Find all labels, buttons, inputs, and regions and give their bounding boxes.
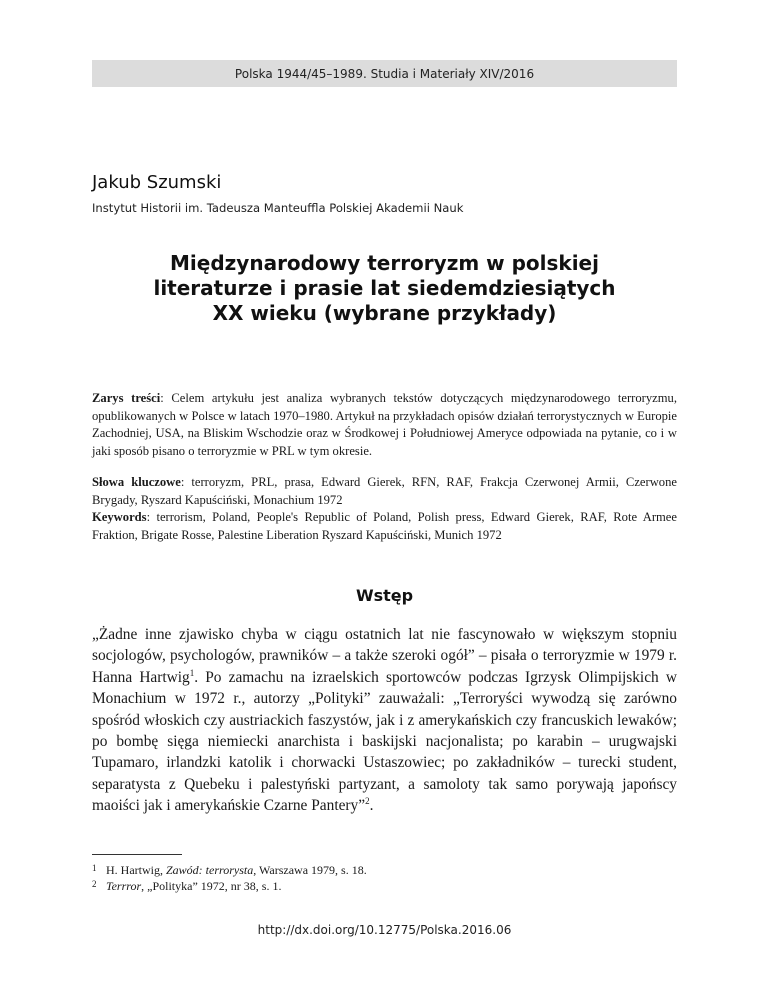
body-text-part-2: . Po zamachu na izraelskich sportowców podczas Igrzysk Olimpijskich w Monachium w 1972 r., autorzy „Polityki” zauważali: „Terroryści wywodzą się zarówno spośród włoskich czy austriackich faszystów, jak i z amerykańskich czy francuskich lewaków; po bombę sięga niemiecki anarchista i baskijski nacjonalista; po karabin – urugwajski Tupamaro, irlandzki katolik i chorwacki Ustaszowiec; po zakładników – turecki student, separatysta z Quebeku i palestyński partyzant, a samoloty tak samo porywają japońscy maoiści jak i amerykańskie Czarne Pantery” [92, 668, 677, 815]
footnote-2 [92, 878, 677, 894]
footnote-italic-title: Zawód: terrorysta [166, 863, 254, 877]
footnote-number: 2 [92, 879, 97, 889]
title-line-3: XX wieku (wybrane przykłady) [212, 301, 557, 325]
footnote-1 [92, 862, 677, 878]
keywords-pl [92, 474, 677, 509]
keywords-pl-label: Słowa kluczowe [92, 475, 181, 489]
title-line-1: Międzynarodowy terroryzm w polskiej [170, 251, 599, 275]
article-title [92, 251, 677, 326]
keywords-en [92, 509, 677, 544]
footnote-number: 1 [92, 863, 97, 873]
abstract [92, 390, 677, 460]
body-text-part-3: . [369, 797, 374, 815]
footnote-ref-1[interactable]: 1 [189, 667, 195, 678]
author-affiliation: Instytut Historii im. Tadeusza Manteuffla Polskiej Akademii Nauk [92, 201, 464, 215]
body-text-part-1: „Żadne inne zjawisko chyba w ciągu ostatnich lat nie fascynowało w większym stopniu socjologów, psychologów, prawników – a także szeroki ogół” – pisała o terroryzmie w 1979 r. Hanna Hartwig [92, 626, 677, 686]
footnote-text [106, 878, 281, 894]
abstract-label: Zarys treści [92, 391, 161, 405]
footnote-text-post: , Warszawa 1979, s. 18. [253, 863, 367, 877]
footnote-text-pre: H. Hartwig, [106, 863, 166, 877]
abstract-text: : Celem artykułu jest analiza wybranych tekstów dotyczących międzynarodowego terroryzmu, opublikowanych w Polsce w latach 1970–1980. Artykuł na przykładach opisów działań terrorystycznych w Europie Zachodniej, USA, na Bliskim Wschodzie oraz w Środkowej i Południowej Ameryce odpowiada na pytanie, co i w jaki sposób pisano o terroryzmie w PRL w tym okresie. [92, 391, 677, 458]
footnote-text-post: , „Polityka” 1972, nr 38, s. 1. [141, 879, 282, 893]
title-line-2: literaturze i prasie lat siedemdziesiątych [153, 276, 616, 300]
keywords [92, 474, 677, 544]
footnote-divider [92, 854, 182, 855]
keywords-pl-text: : terroryzm, PRL, prasa, Edward Gierek, RFN, RAF, Frakcja Czerwonej Armii, Czerwone Brygady, Ryszard Kapuściński, Monachium 1972 [92, 475, 677, 507]
section-heading: Wstęp [355, 586, 414, 605]
keywords-en-text: : terrorism, Poland, People's Republic of Poland, Polish press, Edward Gierek, RAF, Rote Armee Fraktion, Brigate Rosse, Palestine Liberation Ryszard Kapuściński, Munich 1972 [92, 510, 677, 542]
footnotes [92, 862, 677, 894]
doi-link[interactable]: http://dx.doi.org/10.12775/Polska.2016.06 [257, 923, 512, 937]
footnote-italic-title: Terrror [106, 879, 142, 893]
running-title: Polska 1944/45–1989. Studia i Materiały XIV/2016 [234, 66, 535, 81]
body-paragraph [92, 624, 677, 817]
running-header [92, 60, 677, 87]
keywords-en-label: Keywords [92, 510, 147, 524]
footnote-ref-2[interactable]: 2 [365, 796, 370, 807]
footnote-text [106, 862, 367, 878]
author-name: Jakub Szumski [92, 172, 222, 193]
